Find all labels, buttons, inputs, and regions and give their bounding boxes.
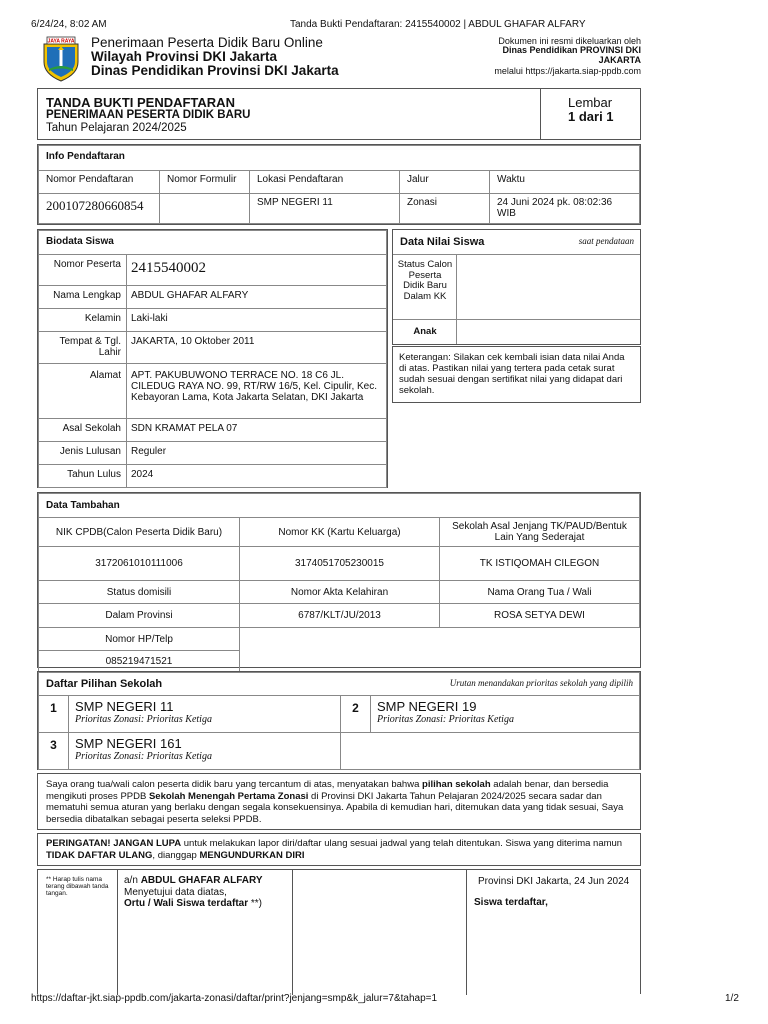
value-jenis-lulusan: Reguler: [127, 442, 387, 465]
info-nomor: 200107280660854: [39, 194, 160, 224]
info-h-jalur: Jalur: [400, 171, 490, 194]
warning-b1: PERINGATAN! JANGAN LUPA: [46, 838, 182, 849]
print-page: 1/2: [725, 993, 739, 1004]
pilihan-3-no: 3: [39, 733, 69, 770]
info-h-lokasi: Lokasi Pendaftaran: [250, 171, 400, 194]
nilai-heading: Data Nilai Siswa: [400, 236, 485, 248]
biodata-heading: Biodata Siswa: [39, 231, 387, 255]
tambahan-h-sekolah: Sekolah Asal Jenjang TK/PAUD/Bentuk Lain Yang Sederajat: [440, 518, 640, 547]
pilihan-1: [69, 696, 341, 733]
daftar-pilihan-sekolah: [37, 671, 641, 770]
label-nama: Nama Lengkap: [39, 286, 127, 309]
info-pendaftaran: [37, 144, 641, 225]
pilihan-heading: Daftar Pilihan Sekolah: [39, 673, 341, 696]
biodata-siswa: [37, 229, 388, 488]
info-jalur: Zonasi: [400, 194, 490, 224]
header-line3: Dinas Pendidikan Provinsi DKI Jakarta: [91, 63, 339, 78]
info-lokasi: SMP NEGERI 11: [250, 194, 400, 224]
title-divider: [540, 89, 541, 139]
pilihan-3: [69, 733, 341, 770]
pilihan-note: Urutan menandakan prioritas sekolah yang dipilih: [449, 678, 633, 688]
header-line1: Penerimaan Peserta Didik Baru Online: [91, 35, 323, 50]
tambahan-sekolah: TK ISTIQOMAH CILEGON: [440, 547, 640, 581]
pilihan-2-no: 2: [341, 696, 371, 733]
tambahan-h-domisili: Status domisili: [39, 581, 240, 604]
tambahan-h-hp: Nomor HP/Telp: [39, 628, 240, 651]
pilihan-2-sub: Prioritas Zonasi: Prioritas Ketiga: [377, 714, 514, 725]
signature-note: ** Harap tulis nama terang dibawah tanda tangan.: [46, 876, 109, 897]
info-h-formulir: Nomor Formulir: [160, 171, 250, 194]
statement-p3: di Provinsi DKI Jakarta Tahun Pelajaran 2024/2025 secara sadar dan mematuhi semua aturan yang berlaku dengan segala konsekuensinya. Apabila di kemudian hari, ditemukan data yang tidak sesuai, Saya bersedia dibatalkan sebagai peserta seleksi PPDB.: [46, 790, 624, 825]
lembar-label: Lembar: [568, 95, 613, 110]
tambahan-akta: 6787/KLT/JU/2013: [240, 604, 440, 628]
nilai-status-label: Status Calon Peserta Didik Baru Dalam KK: [397, 259, 453, 302]
tambahan-h-ortu: Nama Orang Tua / Wali: [440, 581, 640, 604]
label-nomor-peserta: Nomor Peserta: [39, 255, 127, 286]
print-date: 6/24/24, 8:02 AM: [31, 19, 107, 30]
signature-place-date: Provinsi DKI Jakarta, 24 Jun 2024: [478, 876, 630, 887]
tambahan-heading: Data Tambahan: [39, 494, 640, 518]
tambahan-h-akta: Nomor Akta Kelahiran: [240, 581, 440, 604]
statement-b2: Sekolah Menengah Pertama Zonasi: [148, 790, 309, 802]
logo-text: JAYA RAYA: [47, 38, 75, 45]
signature-parent: [124, 875, 263, 910]
tambahan-kk: 3174051705230015: [240, 547, 440, 581]
signature-role-suffix: **): [248, 898, 263, 909]
signature-box: [37, 869, 641, 994]
title-box: [37, 88, 641, 140]
nilai-keterangan: Keterangan: Silakan cek kembali isian data nilai Anda di atas. Pastikan nilai yang tertera pada cetak surat sudah sesuai dengan sertifikat nilai yang didapat dari sekolah.: [392, 346, 641, 403]
warning-b3: MENGUNDURKAN DIRI: [199, 850, 305, 861]
doc-note2: Dinas Pendidikan PROVINSI DKI JAKARTA: [502, 45, 641, 65]
nilai-anak-label: Anak: [413, 326, 437, 337]
jakarta-logo: [41, 36, 81, 82]
info-h-waktu: Waktu: [490, 171, 640, 194]
info-h-nomor: Nomor Pendaftaran: [39, 171, 160, 194]
pilihan-3-sub: Prioritas Zonasi: Prioritas Ketiga: [75, 751, 212, 762]
pilihan-1-no: 1: [39, 696, 69, 733]
pilihan-1-sub: Prioritas Zonasi: Prioritas Ketiga: [75, 714, 212, 725]
label-asal-sekolah: Asal Sekolah: [39, 419, 127, 442]
tambahan-h-kk: Nomor KK (Kartu Keluarga): [240, 518, 440, 547]
title-main: TANDA BUKTI PENDAFTARAN: [46, 95, 235, 110]
label-ttl: Tempat & Tgl. Lahir: [39, 332, 127, 364]
value-asal-sekolah: SDN KRAMAT PELA 07: [127, 419, 387, 442]
info-formulir: [160, 194, 250, 224]
tambahan-hp: 085219471521: [39, 651, 240, 673]
print-title: Tanda Bukti Pendaftaran: 2415540002 | ABDUL GHAFAR ALFARY: [290, 19, 586, 30]
statement-p2: adalah benar, dan bersedia mengikuti proses PPDB: [46, 779, 609, 802]
title-year: Tahun Pelajaran 2024/2025: [46, 122, 187, 134]
label-tahun-lulus: Tahun Lulus: [39, 465, 127, 488]
data-nilai-siswa: [392, 229, 641, 345]
info-heading: Info Pendaftaran: [39, 146, 640, 171]
title-sub: PENERIMAAN PESERTA DIDIK BARU: [46, 109, 251, 121]
lembar-value: 1 dari 1: [568, 109, 614, 124]
value-ttl: JAKARTA, 10 Oktober 2011: [127, 332, 387, 364]
peringatan: [37, 833, 641, 866]
tambahan-domisili: Dalam Provinsi: [39, 604, 240, 628]
value-alamat: APT. PAKUBUWONO TERRACE NO. 18 C6 JL. CILEDUG RAYA NO. 99, RT/RW 16/5, Kel. Cipulir, Kec. Kebayoran Lama, Kota Jakarta Selatan, DKI Jakarta: [127, 364, 387, 419]
doc-note1: Dokumen ini resmi dikeluarkan oleh: [498, 36, 641, 46]
pilihan-3-name: SMP NEGERI 161: [75, 736, 182, 751]
label-jenis-lulusan: Jenis Lulusan: [39, 442, 127, 465]
signature-siswa: Siswa terdaftar,: [474, 897, 548, 908]
print-url: https://daftar-jkt.siap-ppdb.com/jakarta-zonasi/daftar/print?jenjang=smp&k_jalur=7&tahap=1: [31, 993, 438, 1004]
value-kelamin: Laki-laki: [127, 309, 387, 332]
value-tahun-lulus: 2024: [127, 465, 387, 488]
value-nomor-peserta: 2415540002: [127, 255, 387, 286]
label-alamat: Alamat: [39, 364, 127, 419]
tambahan-ortu: ROSA SETYA DEWI: [440, 604, 640, 628]
header-line2: Wilayah Provinsi DKI Jakarta: [91, 49, 277, 64]
data-tambahan: [37, 492, 641, 668]
statement-p1: Saya orang tua/wali calon peserta didik baru yang tercantum di atas, menyatakan bahwa: [46, 779, 423, 790]
signature-an-name: ABDUL GHAFAR ALFARY: [140, 875, 263, 886]
signature-role: Ortu / Wali Siswa terdaftar: [124, 898, 249, 909]
nilai-note: saat pendataan: [578, 236, 634, 246]
info-waktu: 24 Juni 2024 pk. 08:02:36 WIB: [490, 194, 640, 224]
signature-agree: Menyetujui data diatas,: [124, 886, 227, 898]
statement-b1: pilihan sekolah: [422, 779, 491, 790]
warning-b2: TIDAK DAFTAR ULANG: [46, 850, 153, 861]
pernyataan: [37, 773, 641, 830]
label-kelamin: Kelamin: [39, 309, 127, 332]
warning-p1: untuk melakukan lapor diri/daftar ulang sesuai jadwal yang telah ditentukan. Siswa yang diterima namun: [181, 838, 623, 849]
warning-p2: , dianggap: [152, 850, 200, 861]
tambahan-nik: 3172061010111006: [39, 547, 240, 581]
tambahan-h-nik: NIK CPDB(Calon Peserta Didik Baru): [39, 518, 240, 547]
pilihan-2: [371, 696, 640, 733]
pilihan-1-name: SMP NEGERI 11: [75, 699, 174, 714]
doc-note4: melalui https://jakarta.siap-ppdb.com: [494, 66, 641, 76]
signature-an: a/n: [124, 875, 141, 886]
value-nama: ABDUL GHAFAR ALFARY: [127, 286, 387, 309]
pilihan-2-name: SMP NEGERI 19: [377, 699, 477, 714]
